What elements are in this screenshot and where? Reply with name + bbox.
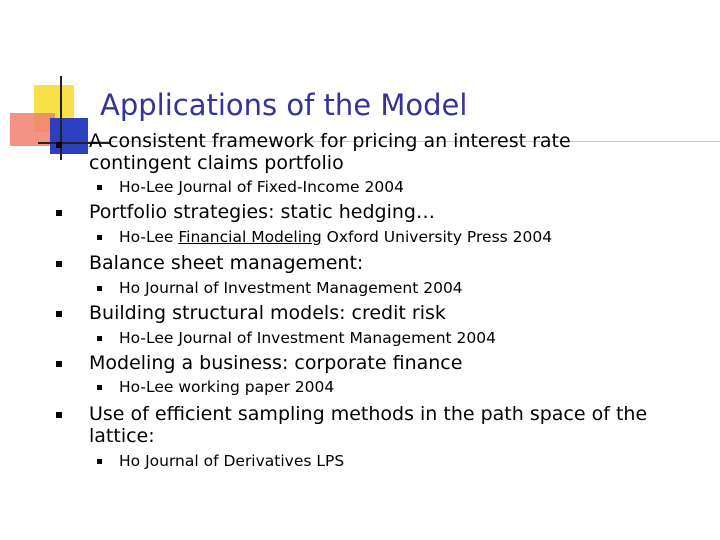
- sub-bullet-item: Ho Journal of Derivatives LPS: [119, 452, 345, 470]
- bullet-item: A consistent framework for pricing an interest rate contingent claims portfolio: [89, 130, 571, 174]
- sub-bullet-marker: [97, 459, 102, 464]
- sub-bullet-marker: [97, 286, 102, 291]
- bullet-marker: [56, 210, 62, 216]
- citation-publisher: Oxford University Press 2004: [321, 228, 553, 246]
- sub-bullet-item: Ho-Lee working paper 2004: [119, 378, 335, 396]
- sub-bullet-marker: [97, 235, 102, 240]
- decor-blue-square: [50, 118, 88, 154]
- citation-authors: Ho-Lee: [119, 228, 179, 246]
- sub-bullet-marker: [97, 336, 102, 341]
- bullet-item: Modeling a business: corporate finance: [89, 352, 463, 374]
- bullet-item: Building structural models: credit risk: [89, 302, 446, 324]
- citation-book-title: Financial Modeling: [178, 228, 322, 246]
- bullet-item: Portfolio strategies: static hedging…: [89, 201, 435, 223]
- bullet-marker: [56, 412, 62, 418]
- bullet-marker: [56, 311, 62, 317]
- sub-bullet-marker: [97, 185, 102, 190]
- sub-bullet-item: Ho Journal of Investment Management 2004: [119, 279, 463, 297]
- bullet-marker: [56, 261, 62, 267]
- bullet-marker: [56, 361, 62, 367]
- sub-bullet-item: [119, 228, 639, 246]
- sub-bullet-item: Ho-Lee Journal of Investment Management 2004: [119, 329, 496, 347]
- sub-bullet-item: Ho-Lee Journal of Fixed-Income 2004: [119, 178, 404, 196]
- bullet-item: Use of efficient sampling methods in the path space of the lattice:: [89, 403, 648, 447]
- slide-title: Applications of the Model: [100, 88, 468, 122]
- bullet-item: Balance sheet management:: [89, 252, 364, 274]
- bullet-marker: [56, 142, 62, 148]
- sub-bullet-marker: [97, 385, 102, 390]
